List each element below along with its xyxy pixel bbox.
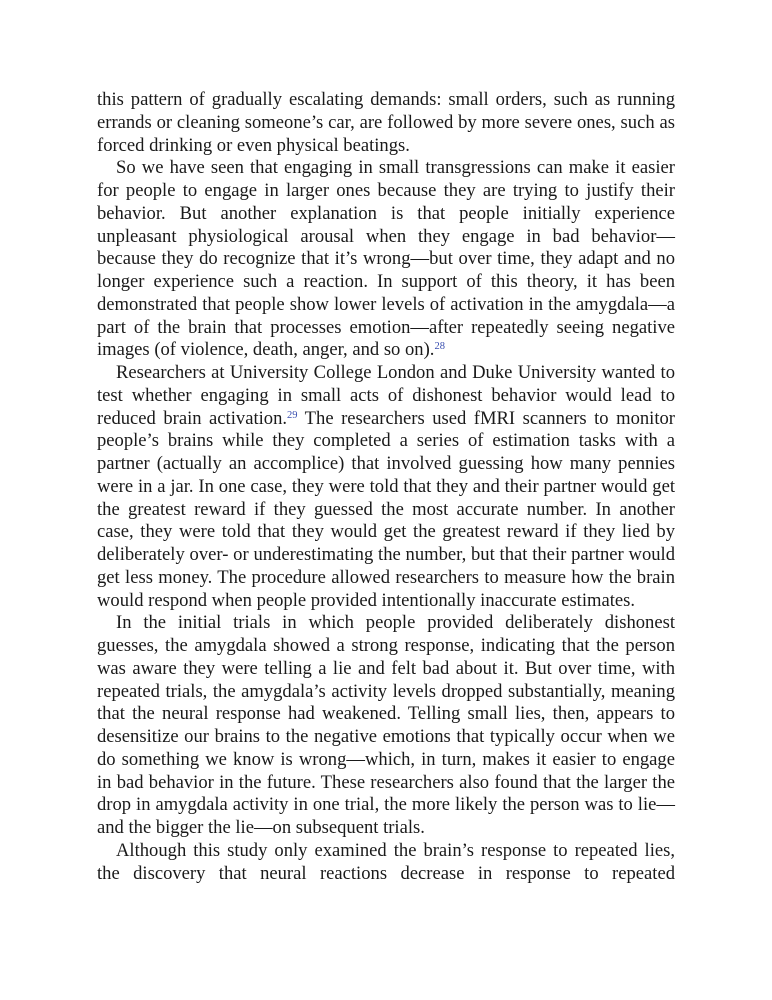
paragraph: [97, 157, 675, 362]
paragraph: [97, 89, 675, 157]
paragraph-text: So we have seen that engaging in small transgressions can make it easier for people to engage in larger ones because they are trying to justify their behavior. But another explanation is that people initially experience unpleasant physiological arousal when they engage in bad behavior—because they do recognize that it’s wrong—but over time, they adapt and no longer experience such a reaction. In support of this theory, it has been demonstrated that people show lower levels of activation in the amygdala—a part of the brain that processes emotion—after repeatedly seeing negative images (of violence, death, anger, and so on).: [97, 157, 675, 361]
paragraph: [97, 840, 675, 886]
paragraph-text: In the initial trials in which people provided deliberately dishonest guesses, the amygdala showed a strong response, indicating that the person was aware they were telling a lie and felt bad about it. But over time, with repeated trials, the amygdala’s activity levels dropped substantially, meaning that the neural response had weakened. Telling small lies, then, appears to desensitize our brains to the negative emotions that typically occur when we do something we know is wrong—which, in turn, makes it easier to engage in bad behavior in the future. These researchers also found that the larger the drop in amygdala activity in one trial, the more likely the person was to lie—and the bigger the lie—on subsequent trials.: [97, 612, 675, 838]
paragraph-text: Although this study only examined the brain’s response to repeated lies, the discovery that neural reactions decrease in response to repeated: [97, 839, 675, 884]
paragraph-text: Researchers at University College London and Duke University wanted to test whether engaging in small acts of dishonest behavior would lead to reduced brain activation.: [97, 362, 675, 429]
book-page: [97, 89, 675, 885]
paragraph: [97, 362, 675, 612]
footnote-reference[interactable]: 29: [287, 409, 298, 421]
paragraph-text: this pattern of gradually escalating demands: small orders, such as running errands or cleaning someone’s car, are followed by more severe ones, such as forced drinking or even physical beatings.: [97, 89, 675, 156]
footnote-reference[interactable]: 28: [434, 341, 445, 353]
paragraph-text: The researchers used fMRI scanners to monitor people’s brains while they completed a series of estimation tasks with a partner (actually an accomplice) that involved guessing how many pennies were in a jar. In one case, they were told that they and their partner would get the greatest reward if they guessed the most accurate number. In another case, they were told that they would get the greatest reward if they lied by deliberately over- or underestimating the number, but that their partner would get less money. The procedure allowed researchers to measure how the brain would respond when people provided intentionally inaccurate estimates.: [97, 407, 675, 611]
paragraph: [97, 612, 675, 840]
